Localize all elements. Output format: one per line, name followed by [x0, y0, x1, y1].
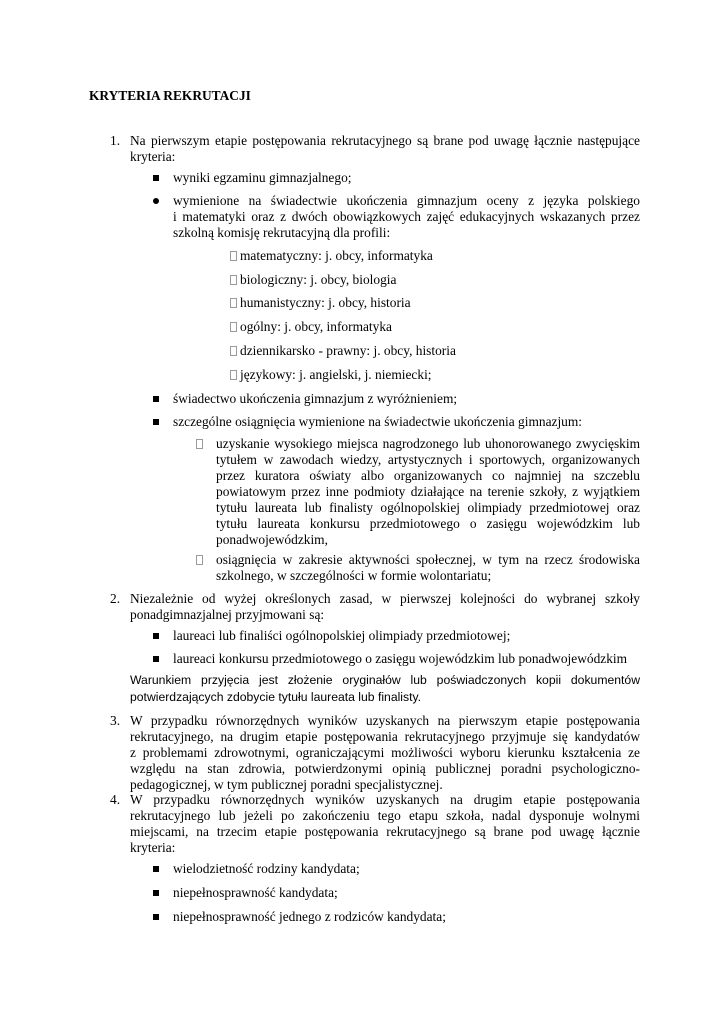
paragraph-line: kryteria: — [130, 840, 176, 855]
list-item: wyniki egzaminu gimnazjalnego; — [173, 170, 352, 185]
sub-item-line: przez kuratora oświaty albo organizowanych co najmniej na szczeblu — [216, 468, 640, 483]
profile-item: biologiczny: j. obcy, biologia — [240, 272, 397, 287]
paragraph-line: względu na stan zdrowia, potwierdzonymi opinią publicznej poradni psychologiczno- — [130, 761, 640, 776]
list-item: świadectwo ukończenia gimnazjum z wyróżnieniem; — [173, 391, 458, 406]
square-bullet-icon — [153, 396, 159, 402]
list-item: szczególne osiągnięcia wymienione na świadectwie ukończenia gimnazjum: — [173, 414, 583, 429]
checkbox-glyph-icon — [230, 251, 237, 261]
profile-item: ogólny: j. obcy, informatyka — [240, 319, 392, 334]
paragraph-line: W przypadku równorzędnych wyników uzyskanych na pierwszym etapie postępowania — [130, 713, 640, 728]
checkbox-glyph-icon — [230, 298, 237, 308]
profile-item: matematyczny: j. obcy, informatyka — [240, 248, 433, 263]
paragraph-line: rekrutacyjnego lub jeżeli po zakończeniu tego etapu szkoła, nadal dysponuje wolnymi — [130, 808, 640, 823]
paragraph-line: Niezależnie od wyżej określonych zasad, w pierwszej kolejności do wybranej szkoły — [130, 591, 640, 606]
sub-item-line: tytułu laureata lub finalisty ogólnopolskiej olimpiady przedmiotowej oraz — [216, 500, 640, 515]
square-bullet-icon — [153, 656, 159, 662]
paragraph-line: miejscami, na trzecim etapie postępowania rekrutacyjnego są brane pod uwagę łącznie — [130, 824, 640, 839]
paragraph-line: W przypadku równorzędnych wyników uzyskanych na drugim etapie postępowania — [130, 792, 640, 807]
sub-item-line: ponadwojewódzkim, — [216, 532, 328, 547]
checkbox-glyph-icon — [196, 439, 203, 449]
profile-item: językowy: j. angielski, j. niemiecki; — [240, 367, 432, 382]
list-item: laureaci lub finaliści ogólnopolskiej olimpiady przedmiotowej; — [173, 628, 511, 643]
paragraph-line: z problemami zdrowotnymi, ograniczającymi możliwości wyboru kierunku kształcenia ze — [130, 745, 640, 760]
list-item: niepełnosprawność kandydata; — [173, 885, 338, 900]
sub-item-line: szkolnego, w szczególności w formie wolontariatu; — [216, 568, 492, 583]
sub-item-line: osiągnięcia w zakresie aktywności społecznej, w tym na rzecz środowiska — [216, 552, 640, 567]
paragraph-line: rekrutacyjnego, na drugim etapie postępowania rekrutacyjnego przyjmuje się kandydatów — [130, 729, 640, 744]
checkbox-glyph-icon — [196, 555, 203, 565]
sub-item-line: powiatowym przez inne podmioty działające na terenie szkoły, z wyjątkiem — [216, 484, 640, 499]
square-bullet-icon — [153, 866, 159, 872]
item-number: 2. — [110, 591, 121, 606]
list-item: wielodzietność rodziny kandydata; — [173, 861, 360, 876]
sub-item-line: tytułem w zawodach wiedzy, artystycznych i sportowych, organizowanych — [216, 452, 640, 467]
paragraph-line: ponadgimnazjalnej przyjmowani są: — [130, 607, 325, 622]
profile-item: humanistyczny: j. obcy, historia — [240, 295, 411, 310]
item-number: 3. — [110, 713, 121, 728]
checkbox-glyph-icon — [230, 322, 237, 332]
list-item: laureaci konkursu przedmiotowego o zasięgu wojewódzkim lub ponadwojewódzkim — [173, 651, 628, 666]
square-bullet-icon — [153, 419, 159, 425]
round-bullet-icon — [153, 198, 159, 204]
paragraph-line: pedagogicznej, w tym publicznej poradni specjalistycznej. — [130, 777, 443, 792]
item-number: 4. — [110, 792, 121, 807]
item-number: 1. — [110, 133, 121, 148]
note-line: Warunkiem przyjęcia jest złożenie oryginałów lub poświadczonych kopii dokumentów — [130, 673, 640, 687]
sub-item-line: tytułu laureata konkursu przedmiotowego o zasięgu wojewódzkim lub — [216, 516, 640, 531]
checkbox-glyph-icon — [230, 346, 237, 356]
paragraph-line: kryteria: — [130, 149, 176, 164]
square-bullet-icon — [153, 633, 159, 639]
page-title: KRYTERIA REKRUTACJI — [89, 88, 251, 103]
profile-item: dziennikarsko - prawny: j. obcy, historia — [240, 343, 456, 358]
note-line: potwierdzających zdobycie tytułu laureata lub finalisty. — [130, 690, 422, 704]
square-bullet-icon — [153, 890, 159, 896]
sub-item-line: uzyskanie wysokiego miejsca nagrodzonego lub uhonorowanego zwycięskim — [216, 436, 640, 451]
checkbox-glyph-icon — [230, 370, 237, 380]
paragraph-line: Na pierwszym etapie postępowania rekrutacyjnego są brane pod uwagę łącznie następujące — [130, 133, 640, 148]
checkbox-glyph-icon — [230, 275, 237, 285]
square-bullet-icon — [153, 914, 159, 920]
list-item: i matematyki oraz z dwóch obowiązkowych zajęć edukacyjnych wskazanych przez — [173, 209, 640, 224]
list-item: wymienione na świadectwie ukończenia gimnazjum oceny z języka polskiego — [173, 193, 640, 208]
list-item: szkolną komisję rekrutacyjną dla profili: — [173, 225, 391, 240]
list-item: niepełnosprawność jednego z rodziców kandydata; — [173, 909, 446, 924]
square-bullet-icon — [153, 175, 159, 181]
